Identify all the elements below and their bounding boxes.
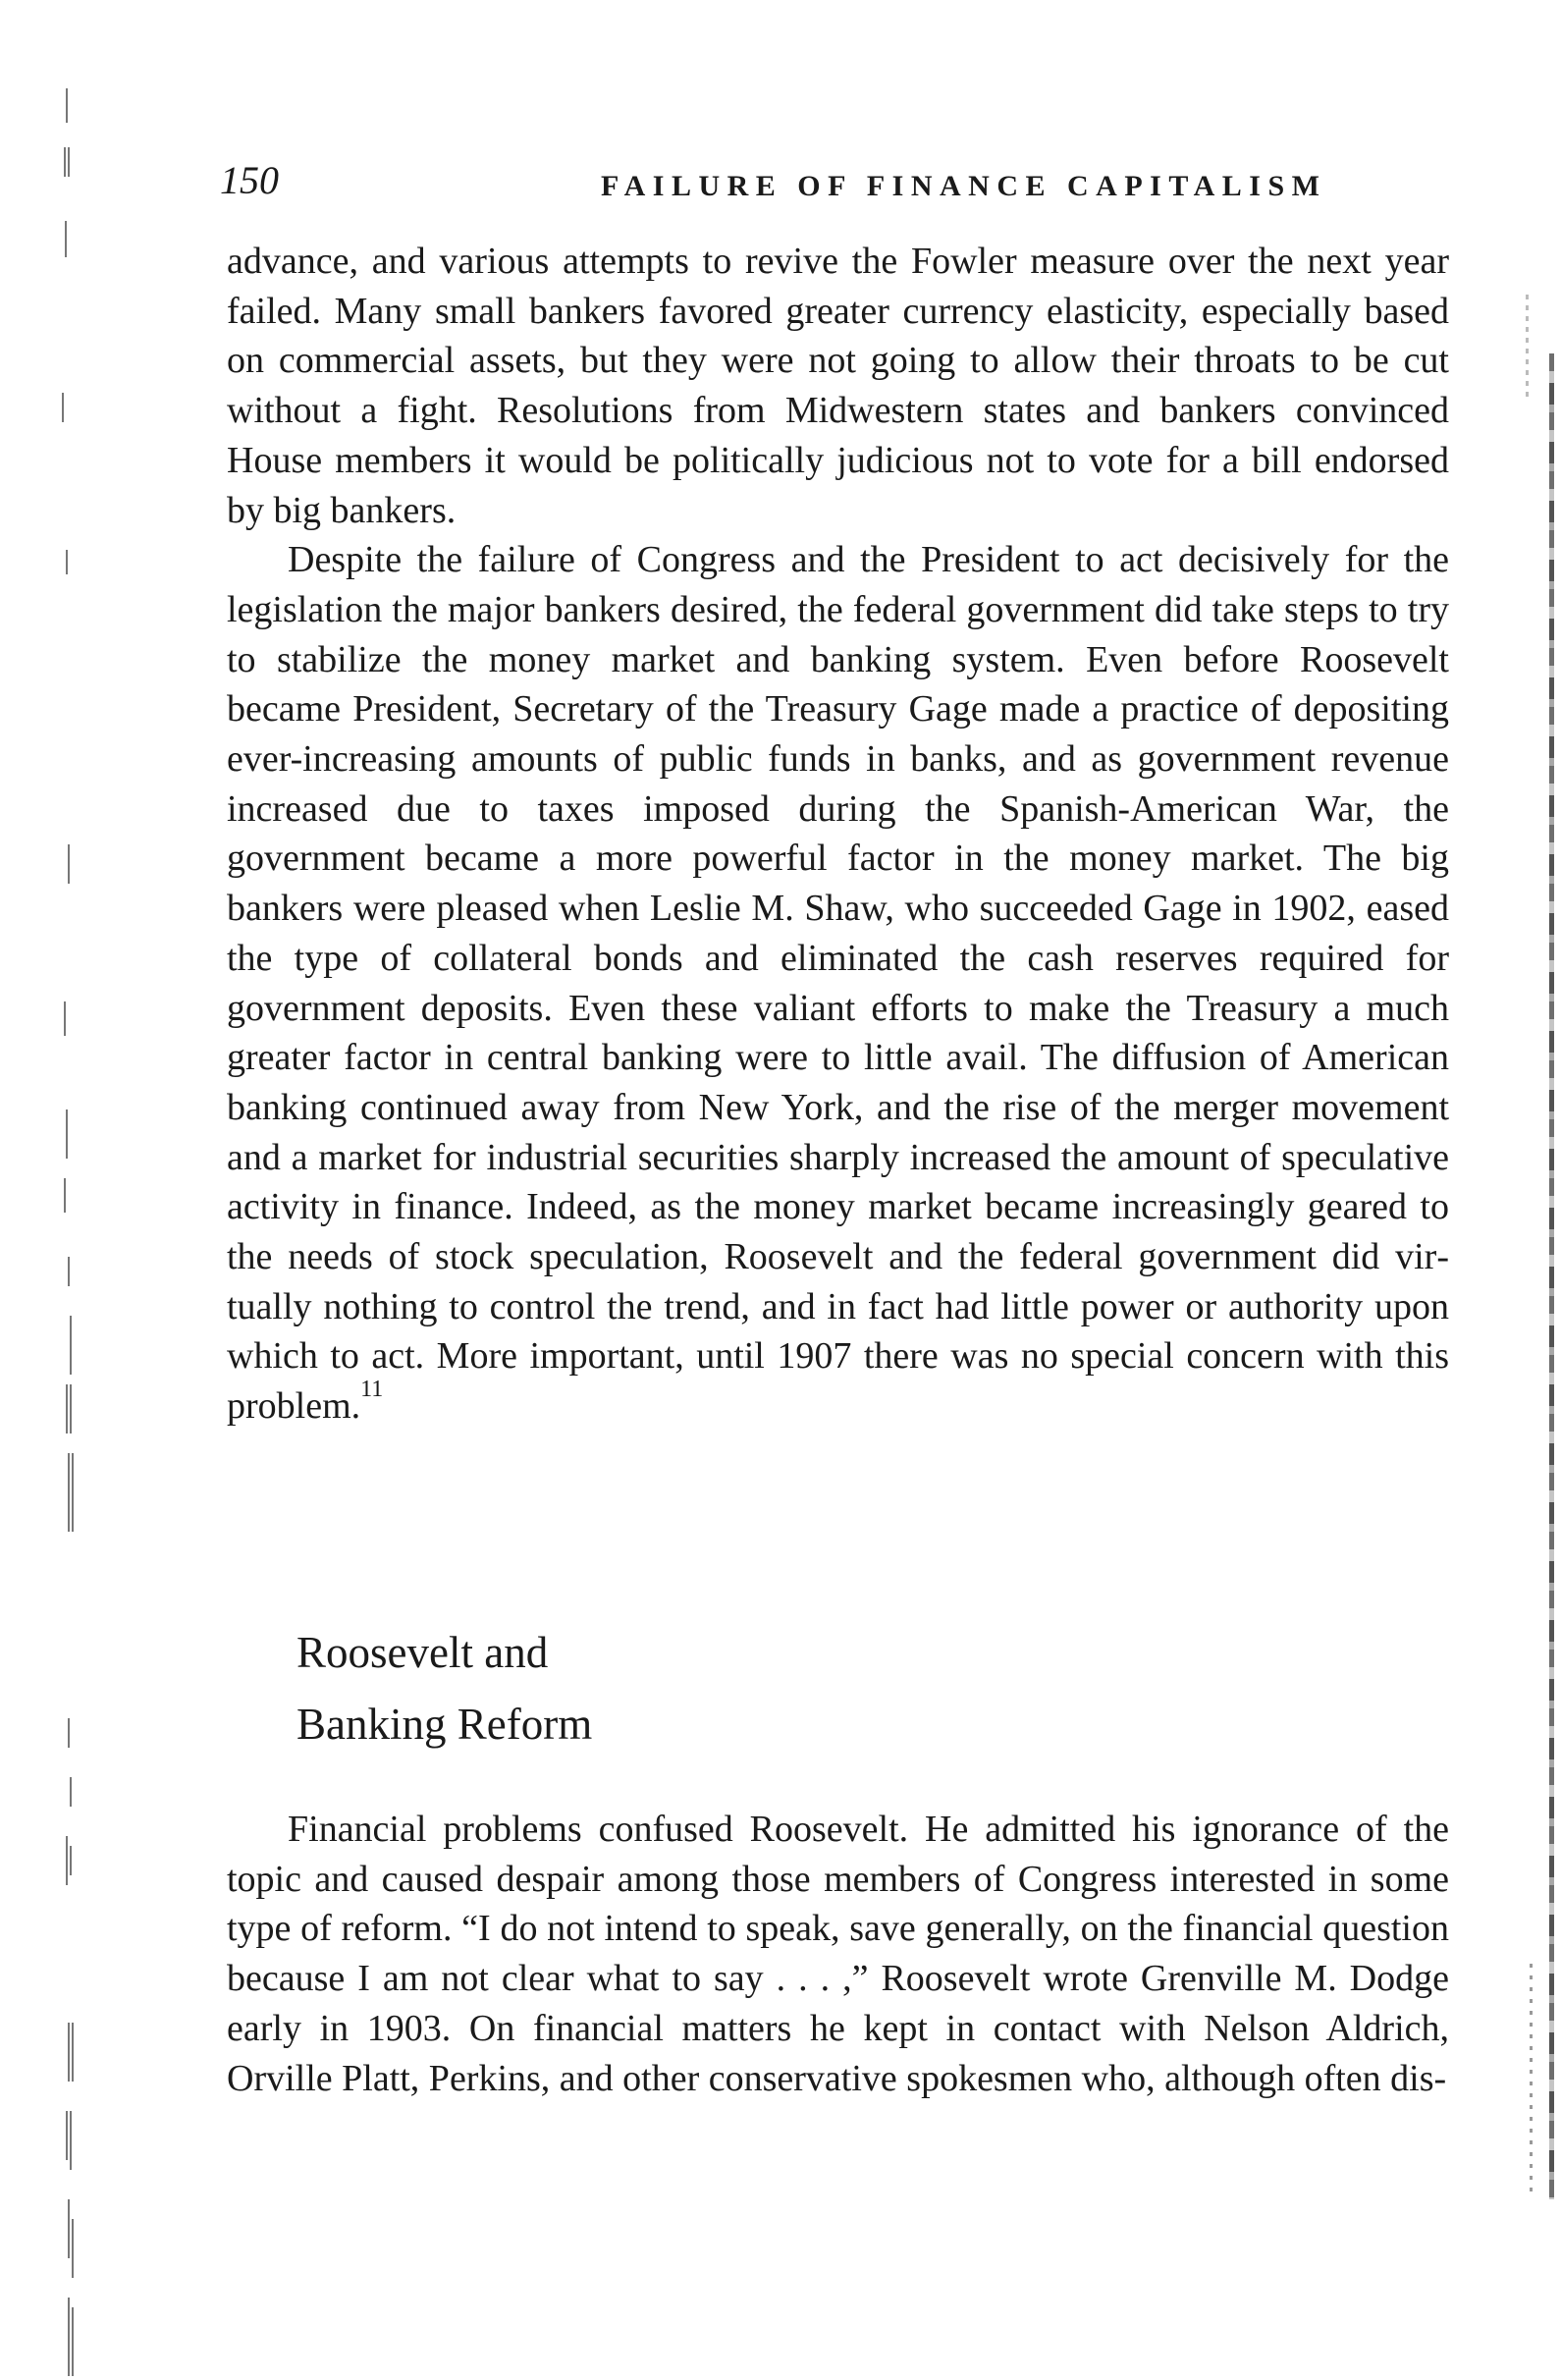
page-number: 150 bbox=[220, 158, 279, 202]
body-paragraph bbox=[227, 1805, 1449, 2103]
section-heading-line2: Banking Reform bbox=[296, 1700, 593, 1749]
body-paragraph bbox=[227, 237, 1449, 1432]
scan-page-edge bbox=[1549, 353, 1554, 2199]
paragraph-text: Financial problems confused Roosevelt. He admitted his ignorance of the topic and caused despair among those members of Congress interested in some type of reform. “I do not intend to speak, save generally, on the financial question because I am not clear what to say . . . ,” Roosevelt wrote Grenville M. Dodge early in 1903. On financial matters he kept in contact with Nelson Aldrich, Orville Platt, Perkins, and other conservative spokesmen who, although often dis- bbox=[227, 1809, 1449, 2099]
paragraph-text: advance, and various attempts to revive the Fowler measure over the next year failed. Many small bankers favored greater currency elasticity, especially based on commercial assets, but they were not going to allow their throats to be cut without a fight. Resolutions from Midwestern states and bankers convinced House members it would be politically judicious not to vote for a bill endorsed by big bankers. bbox=[227, 241, 1449, 531]
scan-edge-specks bbox=[1526, 295, 1529, 403]
section-heading-line1: Roosevelt and bbox=[296, 1628, 549, 1677]
scan-edge-specks-lower bbox=[1530, 1964, 1533, 2199]
footnote-marker: 11 bbox=[360, 1377, 384, 1403]
paragraph-text: Despite the failure of Congress and the President to act decisively for the legislation the major bankers desired, the federal government did take steps to try to stabilize the money market and banking system. Even before Roosevelt became President, Secretary of the Treasury Gage made a practice of depositing ever-increasing amounts of public funds in banks, and as government revenue increased due to taxes imposed during the Spanish-American War, the government became a more powerful factor in the money market. The big bankers were pleased when Leslie M. Shaw, who succeeded Gage in 1902, eased the type of collateral bonds and eliminated the cash reserves required for government deposits. Even these valiant efforts to make the Treasury a much greater factor in central banking were to little avail. The diffusion of American banking continued away from New York, and the rise of the merger movement and a market for industrial securities sharply increased the amount of speculative activity in finance. Indeed, as the money market became increasingly geared to the needs of stock speculation, Roosevelt and the federal government did virtually nothing to control the trend, and in fact had little power or authority upon which to act. More important, until 1907 there was no special concern with this problem. bbox=[227, 539, 1449, 1428]
running-title: FAILURE OF FINANCE CAPITALISM bbox=[601, 170, 1327, 202]
scan-margin-marks bbox=[0, 0, 118, 2380]
